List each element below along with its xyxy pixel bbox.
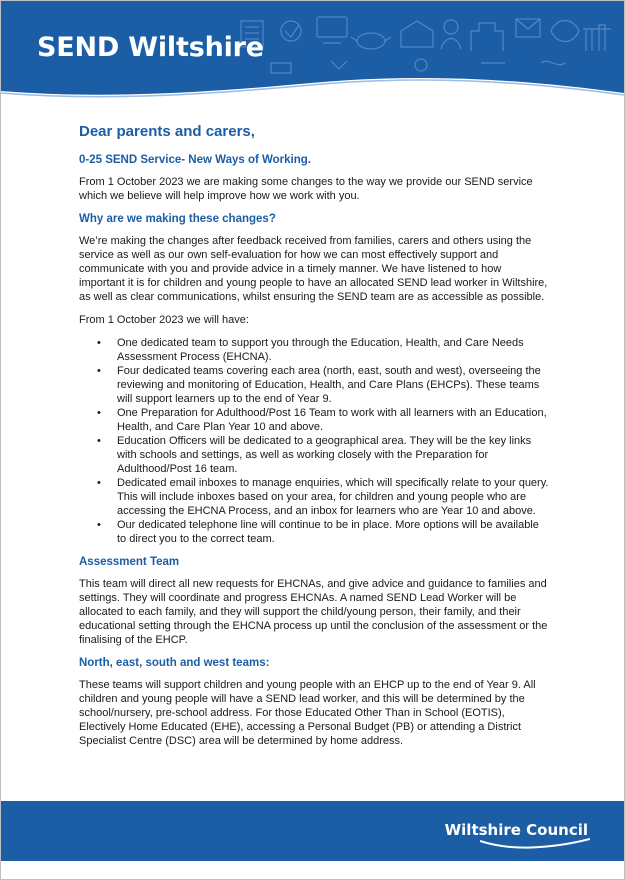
why-paragraph: We’re making the changes after feedback received from families, carers and others using the service as well as our own self-evaluation for how we can most effectively support and communicate with you and provide advice in a timely manner. We have listened to how important it is for children and young people to have an allocated SEND lead worker in Wiltshire, as well as clear communications, whilst ensuring the SEND team are as accessible as possible.	[79, 235, 548, 303]
changes-list	[79, 336, 549, 546]
assessment-paragraph: This team will direct all new requests for EHCNAs, and give advice and guidance to families and settings. They will coordinate and progress EHCNAs. A named SEND Lead Worker will be allocated to each family, and they will support the child/young person, their family, and their educational setting through the EHCNA process up until the conclusion of the assessment or the finalising of the EHCP.	[79, 578, 548, 646]
subject-heading: 0-25 SEND Service- New Ways of Working.	[79, 154, 311, 166]
intro-paragraph: From 1 October 2023 we are making some changes to the way we provide our SEND service which we believe will help improve how we work with you.	[79, 176, 533, 202]
list-item: • Four dedicated teams covering each area (north, east, south and west), overseeing the reviewing and monitoring of Education, Health, and Care Plans (EHCPs). These teams will support learners up to the end of Year 9.	[117, 364, 549, 406]
list-item: • One dedicated team to support you through the Education, Health, and Care Needs Assessment Process (EHCNA).	[117, 336, 549, 364]
list-item: • Dedicated email inboxes to manage enquiries, which will specifically relate to your query. This will include inboxes based on your area, for children and young people who are accessing the EHCNA Process, and an inbox for learners who are Year 10 and above.	[117, 476, 549, 518]
banner-title: SEND Wiltshire	[37, 32, 264, 63]
assessment-heading: Assessment Team	[79, 556, 180, 568]
why-heading: Why are we making these changes?	[79, 213, 276, 225]
footer-banner	[1, 801, 624, 861]
list-item: • One Preparation for Adulthood/Post 16 Team to work with all learners with an Education, Health, and Care Plan Year 10 and above.	[117, 406, 549, 434]
logo-swoosh-icon	[480, 837, 590, 849]
logo-text: Wiltshire Council	[444, 821, 588, 839]
header-banner	[1, 1, 624, 101]
wiltshire-council-logo	[445, 821, 588, 839]
areas-paragraph: These teams will support children and young people with an EHCP up to the end of Year 9. All children and young people will have a SEND lead worker, and this will be determined by the school/nursery, pre-school address. For those Educated Other Than in School (EOTIS), Electively Home Educated (EHE), accessing a Personal Budget (PB) or attending a District Specialist Centre (DSC) area will be determined by home address.	[79, 679, 536, 747]
will-have-paragraph: From 1 October 2023 we will have:	[79, 314, 249, 326]
list-item: • Our dedicated telephone line will continue to be in place. More options will be available to direct you to the correct team.	[117, 518, 549, 546]
greeting-heading: Dear parents and carers,	[79, 123, 255, 140]
areas-heading: North, east, south and west teams:	[79, 657, 270, 669]
letter-body	[79, 123, 549, 757]
list-item: • Education Officers will be dedicated to a geographical area. They will be the key links with schools and settings, as well as working closely with the Preparation for Adulthood/Post 16 team.	[117, 434, 549, 476]
